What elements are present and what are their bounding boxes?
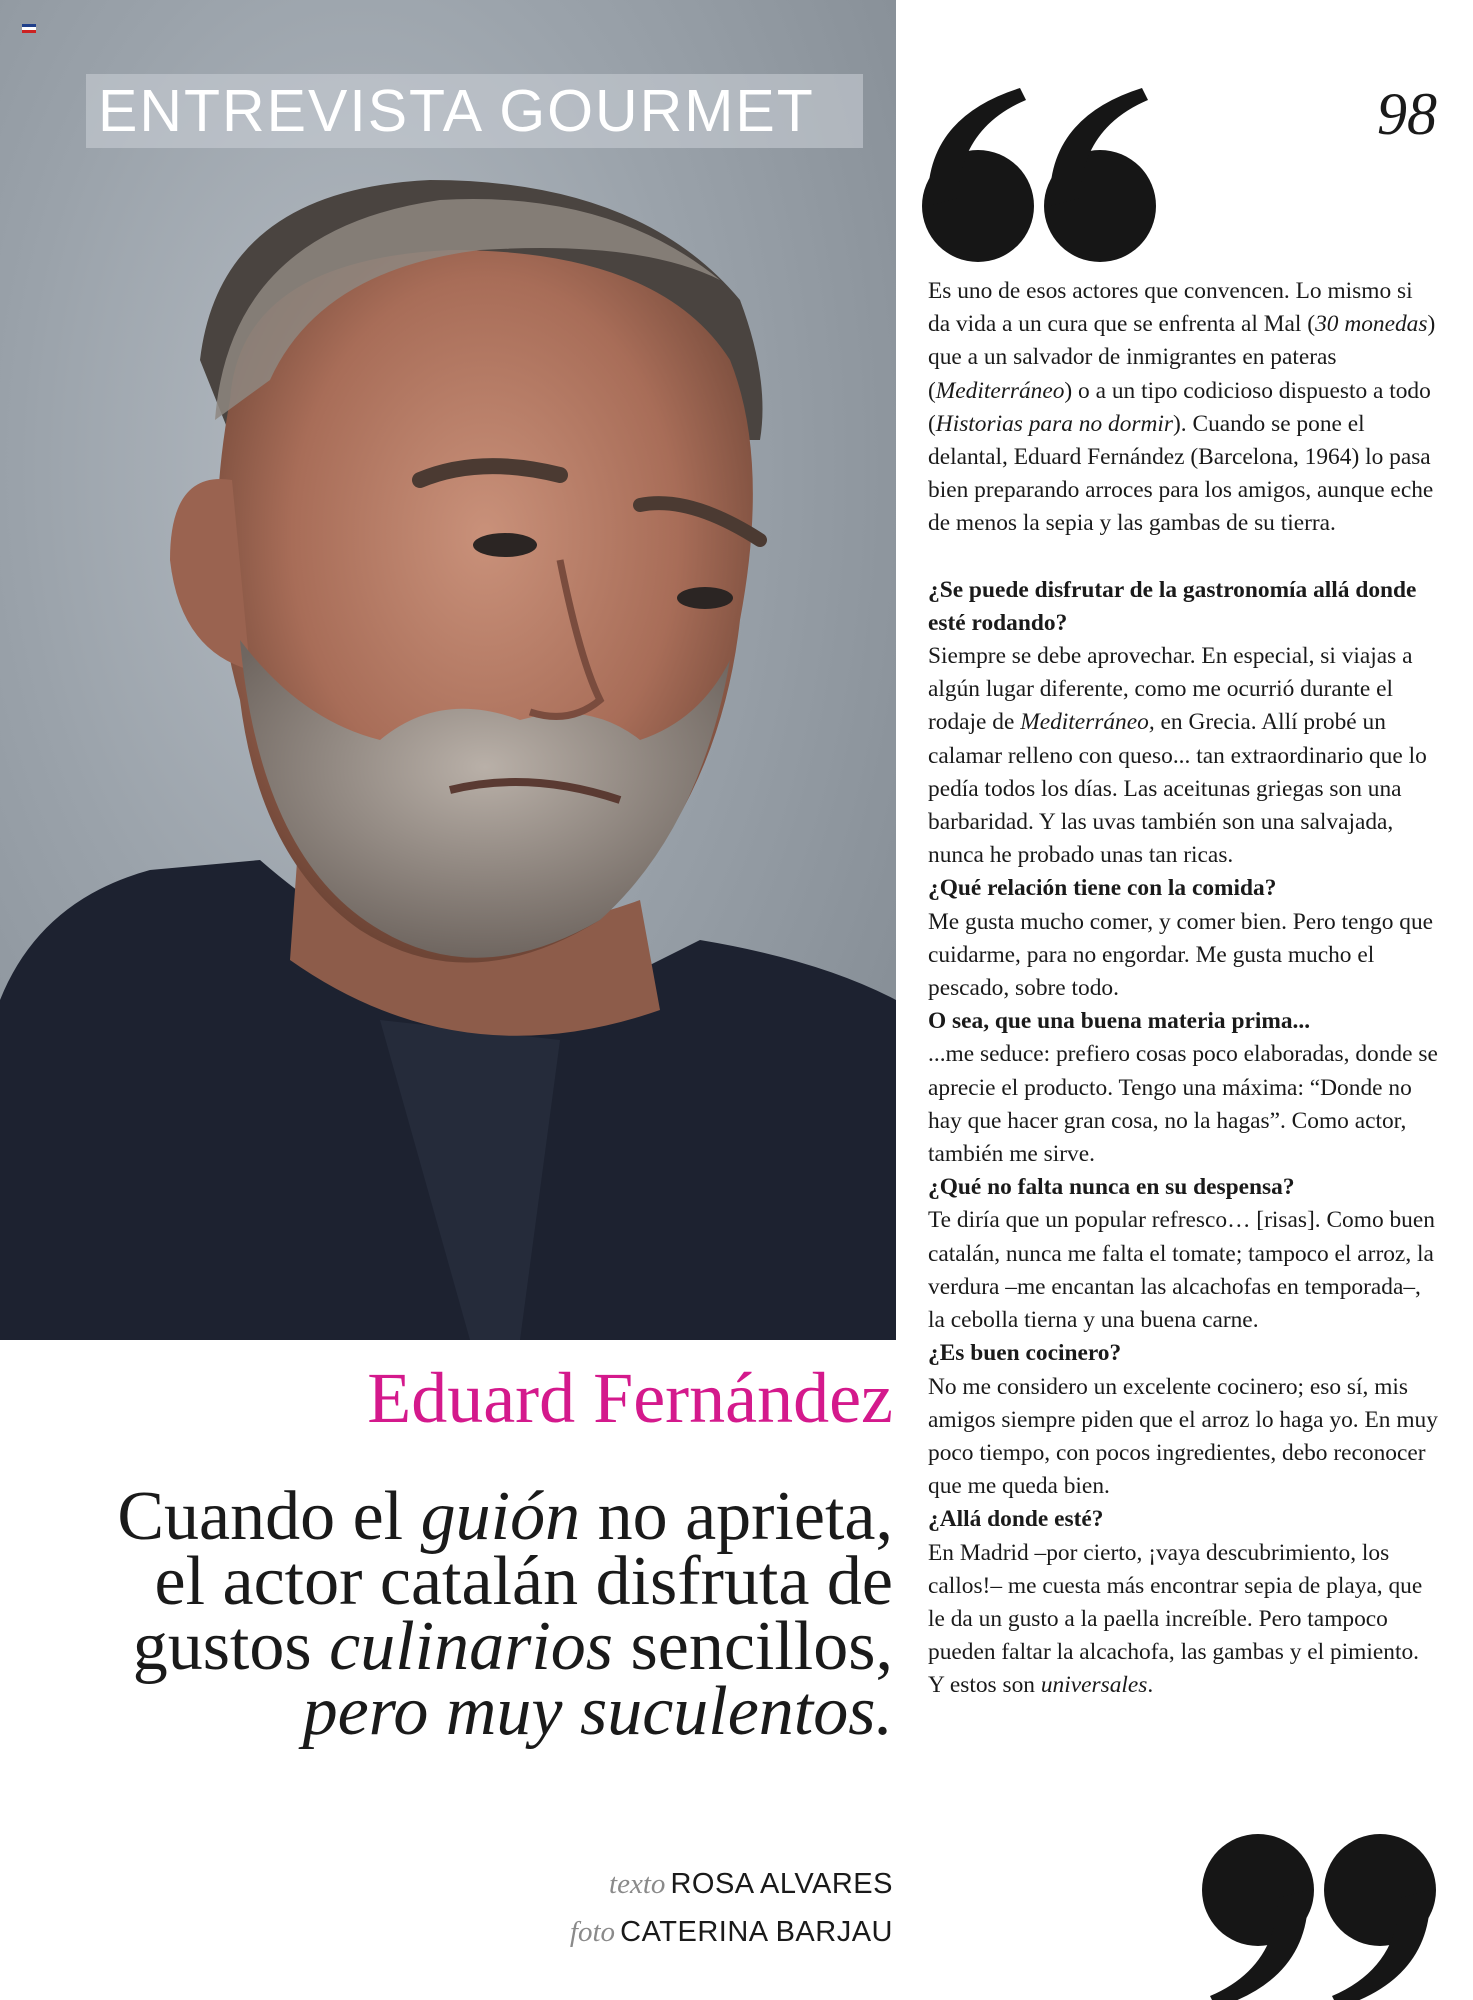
- headline-part: sencillos,: [613, 1608, 893, 1685]
- intro-title: 30 monedas: [1315, 311, 1428, 338]
- answer: Me gusta mucho comer, y comer bien. Pero tengo que cuidarme, para no engordar. Me gusta mucho el pescado, sobre todo.: [928, 908, 1434, 1002]
- section-tag: ENTREVISTA GOURMET: [86, 74, 863, 148]
- close-quote-icon: [1188, 1832, 1438, 2000]
- intro-text: ) que a un salvador de inmigrantes en pateras (: [928, 311, 1436, 404]
- question: ¿Qué no falta nunca en su despensa?: [928, 1174, 1295, 1201]
- headline-part: Cuando el: [117, 1478, 421, 1555]
- portrait-illustration: [0, 0, 896, 1340]
- answer: Te diría que un popular refresco… [risas]. Como buen catalán, nunca me falta el tomate; tampoco el arroz, la verdura –me encantan las alcachofas en temporada–, la cebolla tierna y una buena carne.: [928, 1207, 1435, 1334]
- intro-text: Es uno de esos actores que convencen. Lo mismo si da vida a un cura que se enfrenta al Mal (: [928, 278, 1413, 338]
- credit-photo-role: foto: [569, 1916, 616, 1948]
- answer-text: en Grecia. Allí probé un calamar relleno con queso... tan extraordinario que lo pedía todos los días. Las aceitunas griegas son una barbaridad. Y las uvas también son una salvajada, nunca he probado unas tan ricas.: [928, 709, 1427, 869]
- credit-text-name: ROSA ALVARES: [670, 1868, 893, 1900]
- portrait-photo: [0, 0, 896, 1340]
- headline-italic: pero muy suculentos.: [302, 1673, 893, 1750]
- intro-text: ). Cuando se pone el delantal, Eduard Fernández (Barcelona, 1964) lo pasa bien preparando arroces para los amigos, aunque eche de menos la sepia y las gambas de su tierra.: [928, 410, 1434, 537]
- question: ¿Allá donde esté?: [928, 1506, 1104, 1533]
- open-quote-icon: [920, 88, 1170, 264]
- answer: [928, 1537, 1438, 1703]
- headline-italic: guión: [420, 1478, 581, 1555]
- interviewee-name: Eduard Fernández: [367, 1358, 893, 1438]
- answer-text: En Madrid –por cierto, ¡vaya descubrimiento, los callos!– me cuesta más encontrar sepia de playa, que le da un gusto a la paella increíble. Pero tampoco pueden faltar la alcachofa, las gambas y el pimiento. Y estos son: [928, 1539, 1423, 1699]
- intro-text: ) o a un tipo codicioso dispuesto a todo (: [928, 377, 1431, 437]
- headline: [73, 1478, 893, 1750]
- intro-title: Mediterráneo: [935, 377, 1065, 404]
- answer-title: Mediterráneo,: [1020, 709, 1155, 736]
- question: ¿Qué relación tiene con la comida?: [928, 875, 1277, 902]
- headline-part: no aprieta, el actor catalán disfruta de gustos: [132, 1478, 893, 1685]
- question: ¿Se puede disfrutar de la gastronomía allá donde esté rodando?: [928, 576, 1417, 636]
- credit-photo-line: [293, 1910, 893, 1958]
- question: ¿Es buen cocinero?: [928, 1340, 1122, 1367]
- answer: [928, 640, 1438, 872]
- credit-text-role: texto: [609, 1868, 666, 1900]
- answer-text: Siempre se debe aprovechar. En especial, si viajas a algún lugar diferente, como me ocurrió durante el rodaje de: [928, 643, 1413, 736]
- credit-photo-name: CATERINA BARJAU: [620, 1916, 893, 1948]
- page-number: 98: [1377, 81, 1437, 147]
- answer: ...me seduce: prefiero cosas poco elaboradas, donde se aprecie el producto. Tengo una máxima: “Donde no hay que hacer gran cosa, no la hagas”. Como actor, también me sirve.: [928, 1041, 1438, 1168]
- question: O sea, que una buena materia prima...: [928, 1008, 1311, 1035]
- credit-text-line: [293, 1862, 893, 1910]
- answer-title: universales: [1040, 1672, 1148, 1699]
- answer-text: .: [1147, 1672, 1154, 1699]
- credits: [293, 1862, 893, 1958]
- flag-icon: [22, 24, 36, 33]
- article-body: [928, 275, 1438, 1703]
- answer: No me considero un excelente cocinero; eso sí, mis amigos siempre piden que el arroz lo haga yo. En muy poco tiempo, con pocos ingredientes, debo reconocer que me queda bien.: [928, 1373, 1438, 1500]
- intro-title: Historias para no dormir: [935, 410, 1173, 437]
- headline-italic: culinarios: [329, 1608, 614, 1685]
- intro-paragraph: [928, 275, 1438, 541]
